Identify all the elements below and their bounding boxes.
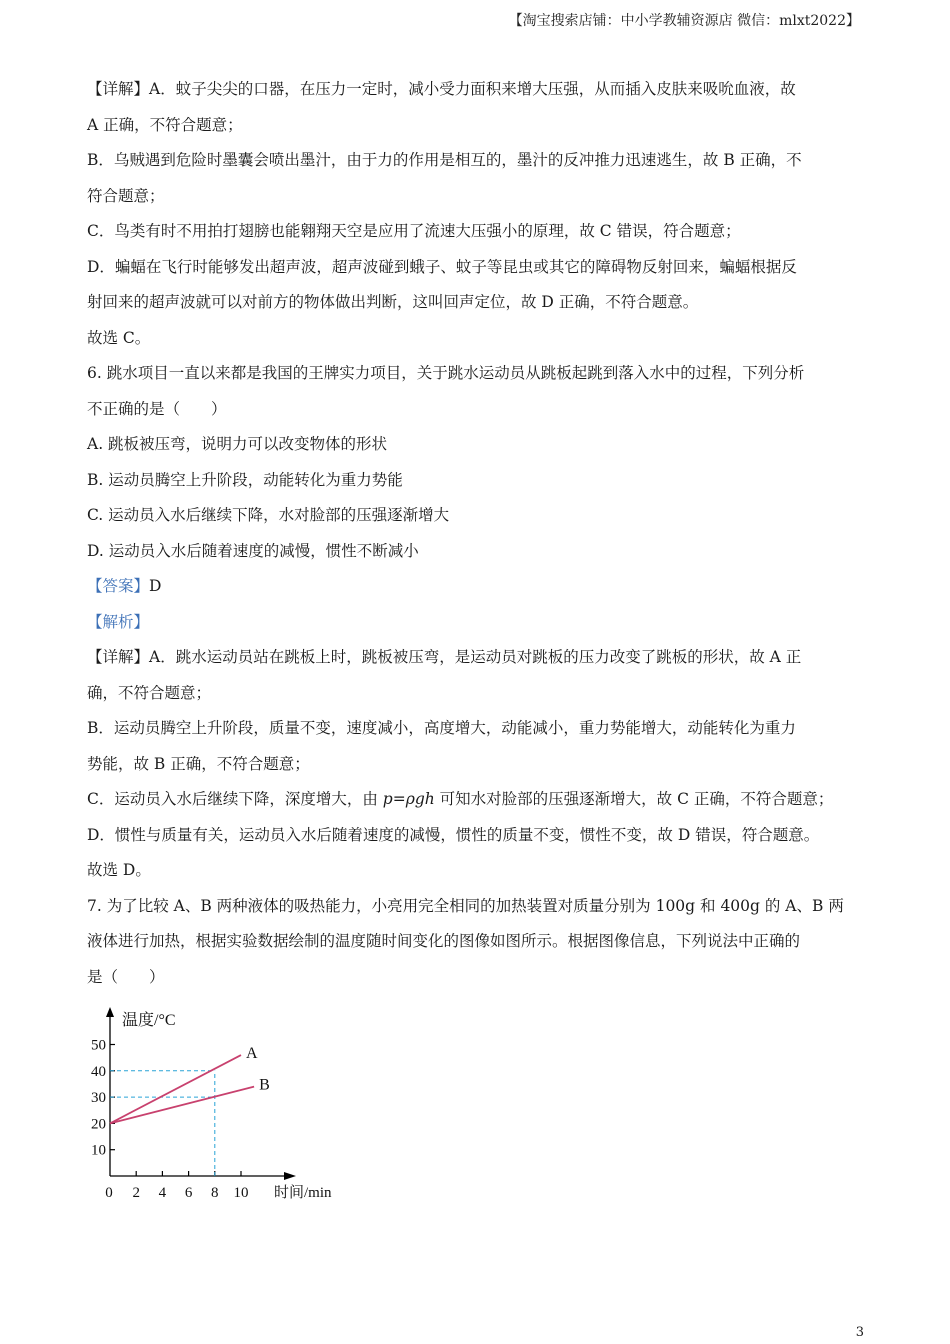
line-c-pre: C．运动员入水后继续下降，深度增大，由 — [87, 790, 383, 808]
y-tick-label: 20 — [91, 1116, 106, 1133]
document-body — [87, 72, 867, 995]
series-label-a: A — [246, 1045, 258, 1063]
analysis-tag: 【解析】 — [87, 612, 150, 631]
text-line: B．乌贼遇到危险时墨囊会喷出墨汁，由于力的作用是相互的，墨汁的反冲推力迅速逃生，故 B 正确，不 — [87, 151, 802, 169]
option-c: C. 运动员入水后继续下降，水对脸部的压强逐渐增大 — [87, 506, 450, 524]
text-line: 故选 C。 — [87, 328, 151, 347]
y-axis-label: 温度/°C — [122, 1012, 176, 1029]
series-line-b — [110, 1087, 254, 1124]
y-tick-label: 40 — [91, 1063, 106, 1080]
text-line — [87, 782, 867, 818]
x-tick-label: 8 — [211, 1185, 219, 1201]
text-line: 【详解】A．蚊子尖尖的口器，在压力一定时，减小受力面积来增大压强，从而插入皮肤来吸吮血液，故 — [87, 80, 796, 98]
temperature-time-chart — [78, 1005, 368, 1215]
text-line: D．蝙蝠在飞行时能够发出超声波，超声波碰到蛾子、蚊子等昆虫或其它的障碍物反射回来，蝙蝠根据反 — [87, 257, 797, 276]
y-tick-label: 30 — [91, 1090, 106, 1107]
answer-tag: 【答案】 — [87, 577, 150, 595]
text-line: 符合题意； — [87, 186, 165, 205]
x-axis-arrow — [284, 1172, 296, 1180]
option-d: D. 运动员入水后随着速度的减慢，惯性不断减小 — [87, 541, 419, 560]
question-7-stem: 是（ ） — [87, 967, 165, 986]
question-7-stem: 液体进行加热，根据实验数据绘制的温度随时间变化的图像如图所示。根据图像信息，下列说法中正确的 — [87, 932, 801, 950]
text-line: C．鸟类有时不用拍打翅膀也能翱翔天空是应用了流速大压强小的原理，故 C 错误，符合题意； — [87, 222, 741, 240]
x-tick-label: 0 — [105, 1185, 113, 1201]
text-line: B．运动员腾空上升阶段，质量不变，速度减小，高度增大，动能减小，重力势能增大，动能转化为重力 — [87, 719, 796, 737]
formula: p=ρgh — [382, 790, 435, 808]
x-axis-label: 时间/min — [274, 1185, 332, 1201]
answer-line — [87, 569, 867, 605]
option-b: B. 运动员腾空上升阶段，动能转化为重力势能 — [87, 470, 403, 489]
analysis-line — [87, 605, 867, 641]
chart-svg — [78, 1005, 368, 1215]
page-number: 3 — [855, 1325, 864, 1340]
y-tick-label: 50 — [91, 1037, 106, 1054]
series-line-a — [110, 1055, 241, 1123]
page-header: 【淘宝搜索店铺：中小学教辅资源店 微信：mlxt2022】 — [508, 13, 860, 29]
y-axis-arrow — [106, 1007, 114, 1017]
text-line: A 正确，不符合题意； — [87, 115, 243, 134]
text-line: 射回来的超声波就可以对前方的物体做出判断，这叫回声定位，故 D 正确，不符合题意。 — [87, 293, 699, 311]
question-6-stem: 6. 跳水项目一直以来都是我国的王牌实力项目，关于跳水运动员从跳板起跳到落入水中的过程，下列分析 — [87, 364, 805, 382]
answer-value: D — [149, 577, 162, 595]
text-line: 势能，故 B 正确，不符合题意； — [87, 754, 310, 773]
x-tick-label: 10 — [233, 1185, 249, 1201]
text-line: D．惯性与质量有关，运动员入水后随着速度的减慢，惯性的质量不变，惯性不变，故 D 错误，符合题意。 — [87, 825, 820, 844]
question-6-stem: 不正确的是（ ） — [87, 399, 227, 418]
option-a: A. 跳板被压弯，说明力可以改变物体的形状 — [87, 435, 388, 453]
x-tick-label: 6 — [184, 1185, 193, 1201]
x-tick-label: 4 — [158, 1185, 167, 1201]
question-7-stem: 7. 为了比较 A、B 两种液体的吸热能力，小亮用完全相同的加热装置对质量分别为 100g 和 400g 的 A、B 两 — [87, 896, 844, 915]
text-line: 确，不符合题意； — [87, 683, 212, 702]
line-c-post: 可知水对脸部的压强逐渐增大，故 C 正确，不符合题意； — [434, 790, 834, 808]
text-line: 【详解】A．跳水运动员站在跳板上时，跳板被压弯，是运动员对跳板的压力改变了跳板的形状，故 A 正 — [87, 648, 802, 666]
x-tick-label: 2 — [132, 1185, 140, 1201]
y-tick-label: 10 — [91, 1142, 106, 1159]
series-label-b: B — [259, 1076, 270, 1094]
text-line: 故选 D。 — [87, 861, 151, 879]
